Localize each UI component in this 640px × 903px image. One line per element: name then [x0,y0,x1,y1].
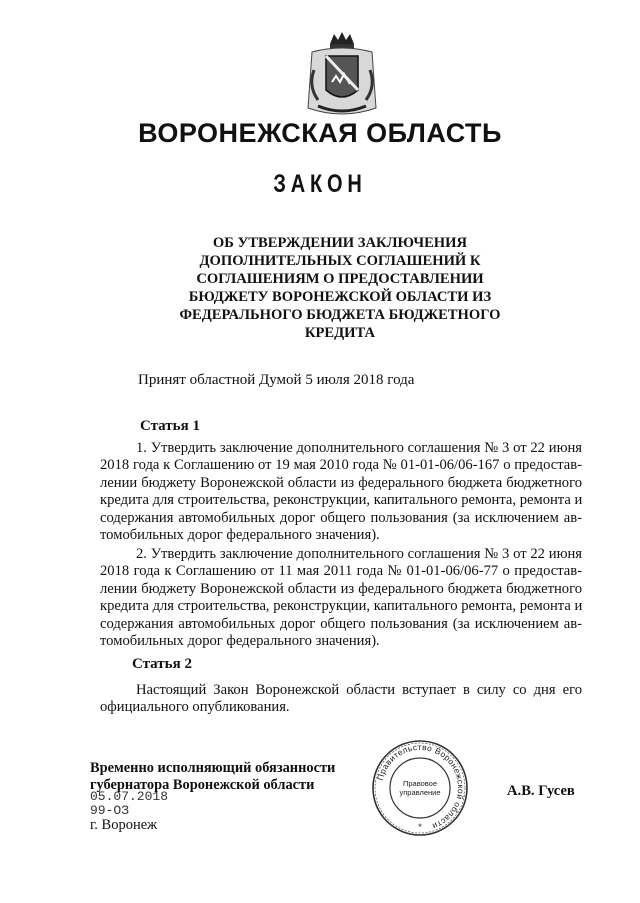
text-line: 2. Утвердить заключение дополнительного соглашения № 3 от 22 июня [136,546,582,562]
law-type-heading: ЗАКОН [273,170,367,198]
title-line: ФЕДЕРАЛЬНОГО БЮДЖЕТА БЮДЖЕТНОГО [179,307,501,323]
title-line: КРЕДИТА [304,325,376,341]
text-line: содержания автомобильных дорог общего пользования (за исключением ав- [100,615,582,632]
text-line: официального опубликования. [100,699,290,716]
official-stamp [370,738,470,838]
stamp-outer-text: Правительство Воронежской области [374,741,467,832]
article-2-paragraph [100,682,582,717]
article-1-paragraph-1 [100,440,582,544]
law-title [150,234,530,342]
stamp-star-icon: * [418,822,422,832]
signing-date: 05.07.2018 [90,789,169,804]
article-1-heading: Статья 1 [140,418,200,434]
text-line: лении бюджету Воронежской области из федерального бюджета бюджетного [100,474,582,491]
article-2-heading: Статья 2 [132,656,192,672]
title-line: БЮДЖЕТУ ВОРОНЕЖСКОЙ ОБЛАСТИ ИЗ [188,289,492,305]
title-line: СОГЛАШЕНИЯМ О ПРЕДОСТАВЛЕНИИ [196,271,484,287]
text-line: 2018 года к Соглашению от 11 мая 2011 года № 01-01-06/06-77 о предостав- [100,563,582,580]
adoption-note: Принят областной Думой 5 июля 2018 года [138,372,415,388]
signing-city: г. Воронеж [90,817,158,833]
law-number: 99-ОЗ [90,803,130,818]
text-line: томобильных дорог федерального значения). [100,633,380,650]
title-line: ОБ УТВЕРЖДЕНИИ ЗАКЛЮЧЕНИЯ [212,235,468,251]
region-heading: ВОРОНЕЖСКАЯ ОБЛАСТЬ [138,118,502,148]
text-line: кредита для строительства, реконструкции, капитального ремонта, ремонта и [100,492,583,509]
article-1-paragraph-2 [100,546,582,650]
signer-name: А.В. Гусев [507,783,575,799]
stamp-inner-line: управление [399,788,441,797]
signer-position-line: Временно исполняющий обязанности [90,760,336,776]
title-line: ДОПОЛНИТЕЛЬНЫХ СОГЛАШЕНИЙ К [199,253,481,269]
stamp-inner-line: Правовое [402,779,438,788]
coat-of-arms-icon [302,30,382,122]
text-line: Настоящий Закон Воронежской области вступает в силу со дня его [136,682,582,698]
text-line: кредита для строительства, реконструкции, капитального ремонта, ремонта и [100,598,583,615]
text-line: 2018 года к Соглашению от 19 мая 2010 года № 01-01-06/06-167 о предостав- [100,457,582,474]
text-line: лении бюджету Воронежской области из федерального бюджета бюджетного [100,580,582,597]
text-line: 1. Утвердить заключение дополнительного соглашения № 3 от 22 июня [136,440,582,456]
text-line: содержания автомобильных дорог общего пользования (за исключением ав- [100,509,582,526]
signer-position-line: губернатора Воронежской области [90,777,315,793]
text-line: томобильных дорог федерального значения). [100,527,380,544]
